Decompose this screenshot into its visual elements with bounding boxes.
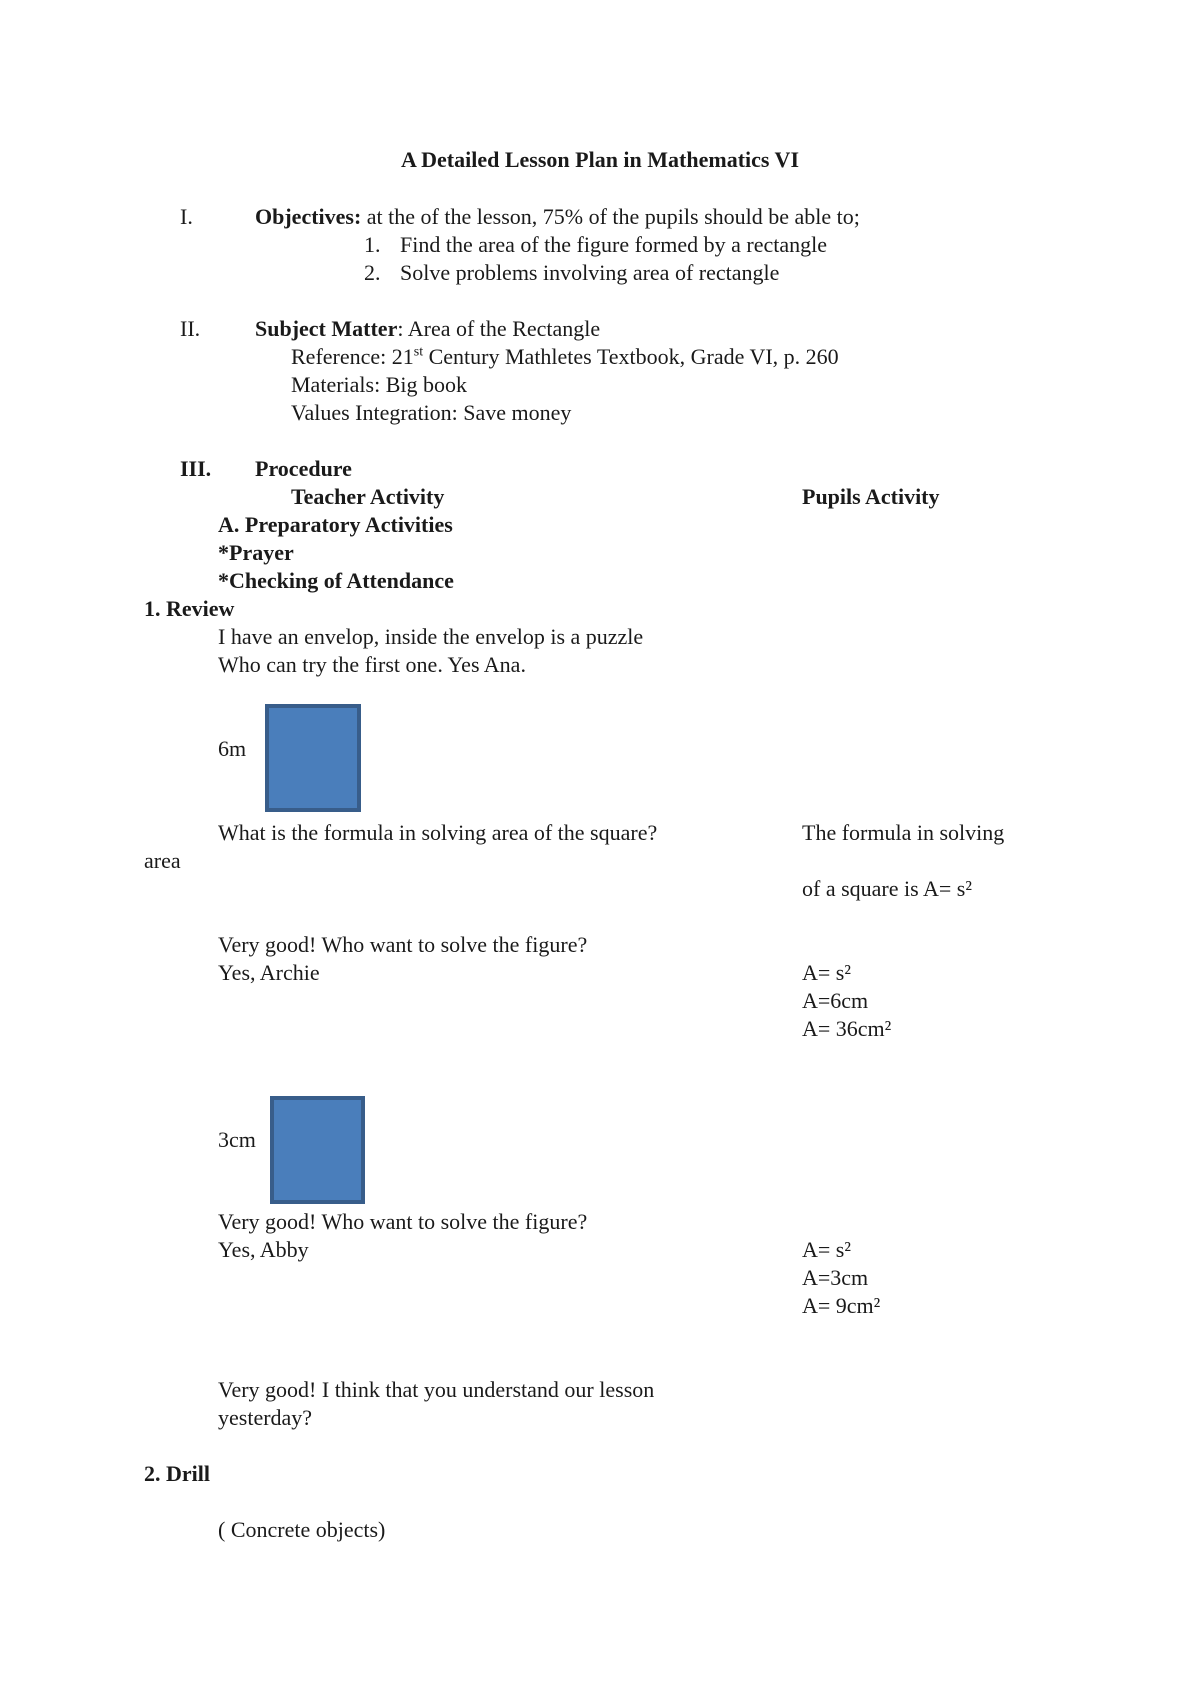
square-1-label: 6m (218, 736, 247, 761)
objectives-label: Objectives: (255, 204, 362, 229)
procedure-label: Procedure (255, 456, 352, 481)
objective-item-2: Solve problems involving area of rectangle (400, 260, 780, 285)
reference-sup: st (413, 344, 424, 360)
drill-heading: 2. Drill (144, 1461, 210, 1486)
reference-prefix: Reference: 21 (291, 344, 414, 369)
values-line: Values Integration: Save money (291, 400, 572, 425)
objectives-numeral: I. (180, 204, 193, 229)
review-line-2: Who can try the first one. Yes Ana. (218, 652, 526, 677)
review-heading: 1. Review (144, 596, 235, 621)
answer-2-line-1: A= s² (802, 1237, 851, 1262)
solve-prompt-1: Very good! Who want to solve the figure? (218, 932, 588, 957)
objectives-text: at the of the lesson, 75% of the pupils should be able to; (361, 204, 860, 229)
objectives-line (255, 203, 860, 231)
review-line-1: I have an envelop, inside the envelop is a puzzle (218, 624, 644, 649)
answer-2-line-2: A=3cm (802, 1265, 869, 1290)
reference-rest: Century Mathletes Textbook, Grade VI, p. 260 (423, 344, 839, 369)
objective-item-1: Find the area of the figure formed by a rectangle (400, 232, 827, 257)
attendance-item: *Checking of Attendance (218, 568, 454, 593)
drill-note: ( Concrete objects) (218, 1517, 386, 1542)
subject-label: Subject Matter (255, 316, 398, 341)
objective-item-1-num: 1. (364, 232, 381, 257)
preparatory-heading: A. Preparatory Activities (218, 512, 453, 537)
page-title: A Detailed Lesson Plan in Mathematics VI (400, 147, 800, 172)
objective-item-2-num: 2. (364, 260, 381, 285)
formula-answer-line-2: of a square is A= s² (802, 876, 972, 901)
solve-prompt-2: Very good! Who want to solve the figure? (218, 1209, 588, 1234)
formula-answer-line-1: The formula in solving (802, 820, 1005, 845)
materials-line: Materials: Big book (291, 372, 467, 397)
prayer-item: *Prayer (218, 540, 294, 565)
square-2-shape (270, 1096, 365, 1204)
closing-line-1: Very good! I think that you understand our lesson (218, 1377, 655, 1402)
reference-line (291, 343, 839, 371)
answer-1-line-2: A=6cm (802, 988, 869, 1013)
square-2-label: 3cm (218, 1127, 256, 1152)
procedure-numeral: III. (180, 456, 212, 481)
subject-text: : Area of the Rectangle (397, 316, 601, 341)
student-archie: Yes, Archie (218, 960, 320, 985)
pupils-activity-header: Pupils Activity (802, 484, 940, 509)
answer-2-line-3: A= 9cm² (802, 1293, 881, 1318)
closing-line-2: yesterday? (218, 1405, 313, 1430)
square-1-shape (265, 704, 361, 812)
formula-question: What is the formula in solving area of the square? (218, 820, 658, 845)
answer-1-line-1: A= s² (802, 960, 851, 985)
student-abby: Yes, Abby (218, 1237, 309, 1262)
answer-1-line-3: A= 36cm² (802, 1016, 892, 1041)
subject-line (255, 315, 600, 343)
subject-numeral: II. (180, 316, 201, 341)
area-word: area (144, 848, 181, 873)
teacher-activity-header: Teacher Activity (291, 484, 445, 509)
